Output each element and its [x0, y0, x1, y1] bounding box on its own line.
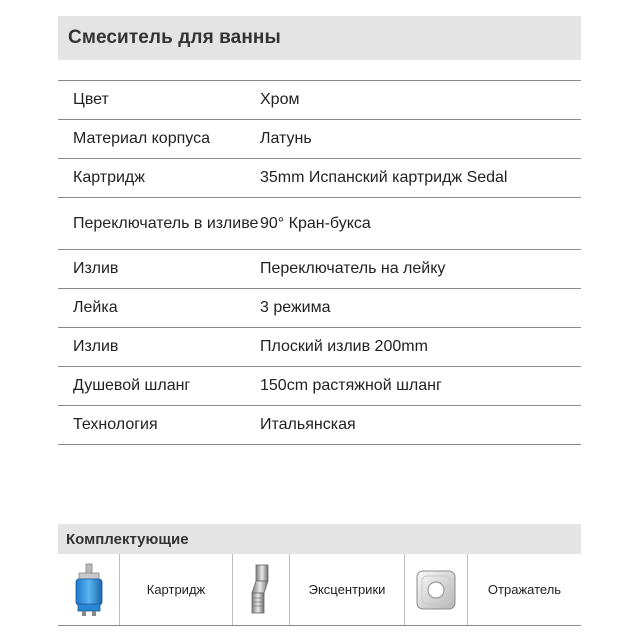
page-title: Смеситель для ванны [58, 16, 581, 60]
spec-row-technology [58, 406, 581, 445]
spec-value: Итальянская [260, 416, 356, 433]
spec-row-hose [58, 367, 581, 406]
accessories-row [58, 554, 581, 626]
spec-value: Переключатель на лейку [260, 260, 446, 277]
spec-value: 90° Кран-букса [260, 214, 371, 232]
accessories-heading: Комплектующие [58, 524, 581, 554]
spec-value: Хром [260, 91, 300, 108]
spec-key: Лейка [73, 299, 118, 316]
spec-value: 150cm растяжной шланг [260, 377, 442, 394]
spec-key: Материал корпуса [73, 130, 210, 147]
spec-key: Технология [73, 416, 158, 433]
spec-row-material [58, 120, 581, 159]
spec-key: Цвет [73, 91, 109, 108]
spec-key: Переключатель в изливе [73, 214, 259, 232]
spec-value: Плоский излив 200mm [260, 338, 428, 355]
spec-row-color [58, 81, 581, 120]
spec-row-switch [58, 198, 581, 250]
reflector-icon [405, 554, 468, 625]
spec-row-spout-flat [58, 328, 581, 367]
spec-row-cartridge [58, 159, 581, 198]
spec-key: Излив [73, 338, 119, 355]
spec-row-shower-head [58, 289, 581, 328]
spec-table [58, 80, 581, 445]
spec-value: 3 режима [260, 299, 331, 316]
spec-key: Излив [73, 260, 119, 277]
spec-row-spout [58, 250, 581, 289]
eccentric-icon [233, 554, 290, 625]
accessory-label: Картридж [146, 582, 206, 597]
accessory-item [468, 554, 581, 625]
spec-value: 35mm Испанский картридж Sedal [260, 169, 508, 186]
spec-key: Душевой шланг [73, 377, 191, 394]
cartridge-icon [58, 554, 120, 625]
accessory-item [290, 554, 405, 625]
spec-key: Картридж [73, 169, 145, 186]
accessory-label: Эксцентрики [308, 582, 386, 597]
accessory-item [120, 554, 233, 625]
spec-value: Латунь [260, 130, 312, 147]
accessory-label: Отражатель [487, 582, 562, 597]
